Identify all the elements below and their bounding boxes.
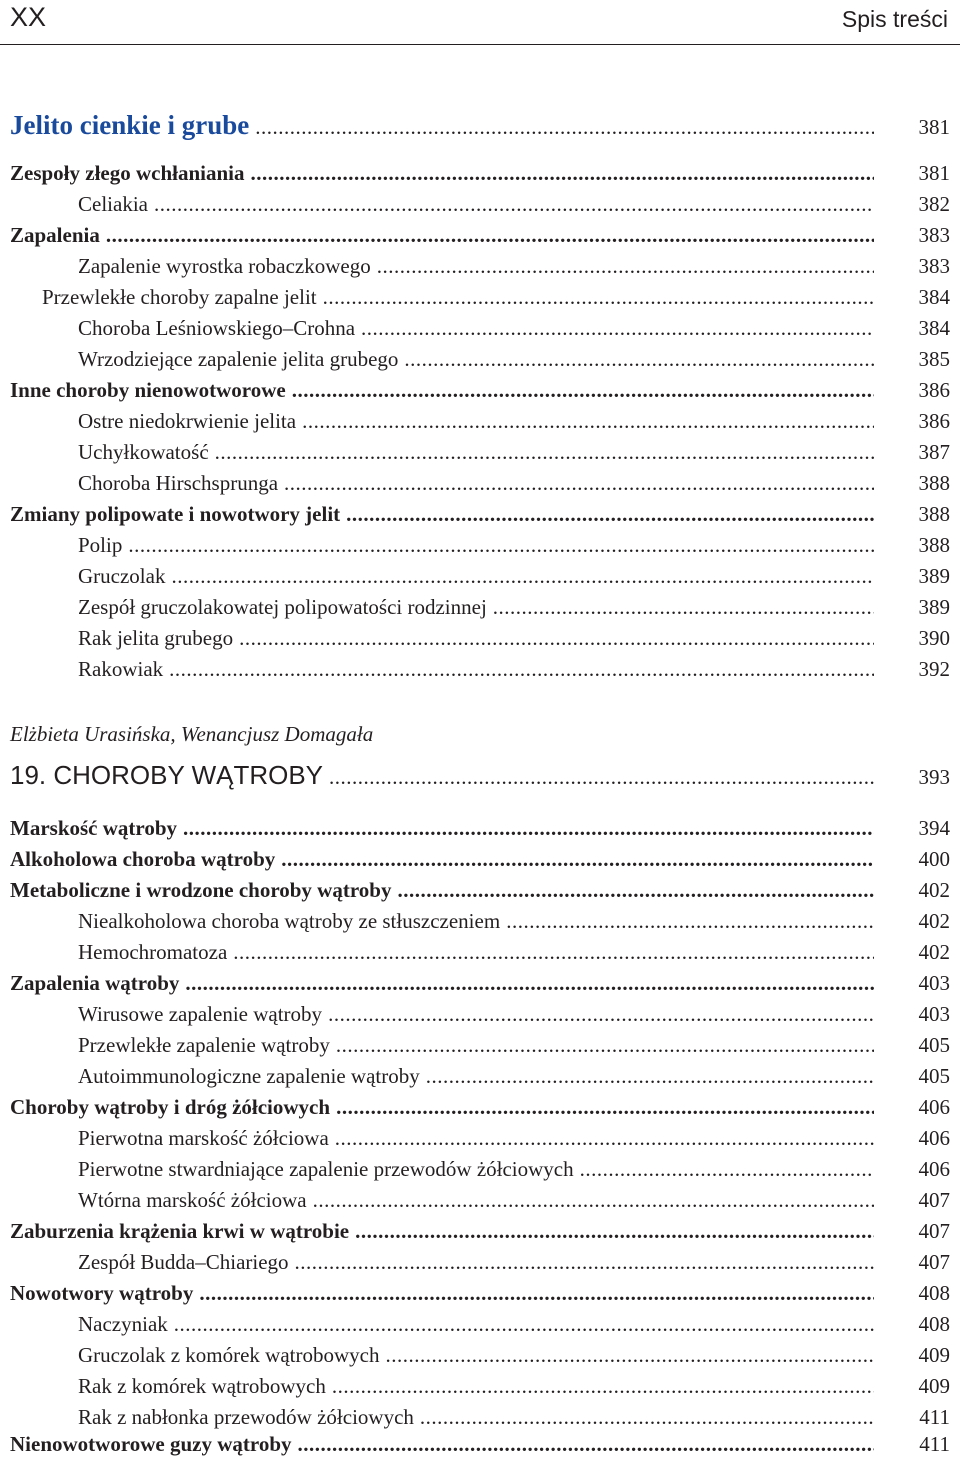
toc-entry[interactable] bbox=[10, 1371, 950, 1402]
toc-entry-page: 393 bbox=[918, 765, 950, 789]
dot-leader bbox=[171, 561, 874, 592]
toc-entry-page: 381 bbox=[918, 115, 950, 139]
toc-entry[interactable] bbox=[10, 220, 950, 251]
toc-entry-title: Choroba Hirschsprunga bbox=[78, 471, 279, 495]
toc-entry-title: Zapalenia bbox=[10, 223, 100, 247]
toc-entry[interactable] bbox=[10, 375, 950, 406]
toc-entry[interactable] bbox=[10, 1123, 950, 1154]
dot-leader bbox=[298, 1429, 874, 1460]
dot-leader bbox=[332, 1371, 874, 1402]
toc-entry-page: 388 bbox=[918, 533, 950, 557]
page-number-label: XX bbox=[10, 2, 47, 32]
toc-entry-page: 384 bbox=[918, 316, 950, 340]
toc-entry[interactable] bbox=[10, 875, 950, 906]
toc-entry-page: 402 bbox=[918, 878, 950, 902]
toc-entry-title: Inne choroby nienowotworowe bbox=[10, 378, 286, 402]
toc-entry[interactable] bbox=[10, 937, 950, 968]
toc-entry-page: 387 bbox=[918, 440, 950, 464]
dot-leader bbox=[335, 1123, 874, 1154]
dot-leader bbox=[355, 1216, 874, 1247]
toc-section-heading[interactable] bbox=[10, 110, 950, 141]
dot-leader bbox=[346, 499, 874, 530]
dot-leader bbox=[580, 1154, 874, 1185]
toc-entry-page: 388 bbox=[918, 471, 950, 495]
toc-entry[interactable] bbox=[10, 844, 950, 875]
toc-entry-title: Choroba Leśniowskiego–Crohna bbox=[78, 316, 356, 340]
toc-entry-title: Zaburzenia krążenia krwi w wątrobie bbox=[10, 1219, 350, 1243]
toc-entry[interactable] bbox=[10, 654, 950, 685]
toc-entry-page: 403 bbox=[918, 1002, 950, 1026]
toc-entry-page: 407 bbox=[918, 1250, 950, 1274]
toc-entry-title: Naczyniak bbox=[78, 1312, 168, 1336]
dot-leader bbox=[239, 623, 874, 654]
toc-entry-title: Zmiany polipowate i nowotwory jelit bbox=[10, 502, 341, 526]
toc-entry-page: 389 bbox=[918, 595, 950, 619]
dot-leader bbox=[404, 344, 874, 375]
dot-leader bbox=[183, 813, 874, 844]
toc-entry[interactable] bbox=[10, 1092, 950, 1123]
dot-leader bbox=[128, 530, 874, 561]
toc-entry[interactable] bbox=[10, 282, 950, 313]
toc-entry[interactable] bbox=[10, 1030, 950, 1061]
toc-entry-title: Gruczolak bbox=[78, 564, 166, 588]
toc-entry-title: Wtórna marskość żółciowa bbox=[78, 1188, 307, 1212]
toc-entry-page: 405 bbox=[918, 1064, 950, 1088]
toc-entry[interactable] bbox=[10, 499, 950, 530]
toc-entry[interactable] bbox=[10, 813, 950, 844]
toc-entry-page: 406 bbox=[918, 1157, 950, 1181]
dot-leader bbox=[169, 654, 874, 685]
dot-leader bbox=[292, 375, 874, 406]
toc-entry-page: 402 bbox=[918, 909, 950, 933]
dot-leader bbox=[154, 189, 874, 220]
toc-entry-title: Metaboliczne i wrodzone choroby wątroby bbox=[10, 878, 392, 902]
toc-entry[interactable] bbox=[10, 1185, 950, 1216]
toc-entry-page: 407 bbox=[918, 1219, 950, 1243]
chapter-authors: Elżbieta Urasińska, Wenancjusz Domagała bbox=[10, 722, 374, 746]
dot-leader bbox=[251, 158, 874, 189]
toc-entry-title: Przewlekłe zapalenie wątroby bbox=[78, 1033, 330, 1057]
toc-entry-title: Wrzodziejące zapalenie jelita grubego bbox=[78, 347, 399, 371]
dot-leader bbox=[328, 999, 874, 1030]
toc-entry-title: Gruczolak z komórek wątrobowych bbox=[78, 1343, 380, 1367]
toc-entry-page: 403 bbox=[918, 971, 950, 995]
toc-entry-title: Autoimmunologiczne zapalenie wątroby bbox=[78, 1064, 420, 1088]
dot-leader bbox=[174, 1309, 874, 1340]
toc-entry-title: Choroby wątroby i dróg żółciowych bbox=[10, 1095, 331, 1119]
toc-entry-page: 409 bbox=[918, 1374, 950, 1398]
toc-entry-page: 385 bbox=[918, 347, 950, 371]
dot-leader bbox=[313, 1185, 874, 1216]
dot-leader bbox=[506, 906, 874, 937]
dot-leader bbox=[295, 1247, 874, 1278]
toc-entry[interactable] bbox=[10, 561, 950, 592]
toc-entry-title: Rak z komórek wątrobowych bbox=[78, 1374, 326, 1398]
toc-entry-page: 382 bbox=[918, 192, 950, 216]
toc-entry[interactable] bbox=[10, 1154, 950, 1185]
toc-entry-title: Rak z nabłonka przewodów żółciowych bbox=[78, 1405, 414, 1429]
toc-entry-page: 384 bbox=[918, 285, 950, 309]
toc-entry-page: 411 bbox=[919, 1405, 950, 1429]
toc-entry-title: Nienowotworowe guzy wątroby bbox=[10, 1432, 292, 1456]
page-header bbox=[0, 0, 960, 45]
dot-leader bbox=[377, 251, 874, 282]
toc-entry-page: 405 bbox=[918, 1033, 950, 1057]
toc-entry-page: 386 bbox=[918, 378, 950, 402]
toc-entry-page: 392 bbox=[918, 657, 950, 681]
toc-entry-page: 406 bbox=[918, 1126, 950, 1150]
toc-entry-title: Niealkoholowa choroba wątroby ze stłuszczeniem bbox=[78, 909, 501, 933]
dot-leader bbox=[302, 406, 874, 437]
toc-entry-page: 409 bbox=[918, 1343, 950, 1367]
toc-entry[interactable] bbox=[10, 1309, 950, 1340]
dot-leader bbox=[255, 112, 874, 143]
toc-entry[interactable] bbox=[10, 313, 950, 344]
toc-entry-title: Pierwotna marskość żółciowa bbox=[78, 1126, 329, 1150]
toc-entry[interactable] bbox=[10, 999, 950, 1030]
toc-chapter-heading[interactable] bbox=[10, 760, 950, 791]
toc-entry[interactable] bbox=[10, 592, 950, 623]
dot-leader bbox=[336, 1030, 874, 1061]
toc-entry-page: 386 bbox=[918, 409, 950, 433]
dot-leader bbox=[493, 592, 874, 623]
toc-entry-page: 389 bbox=[918, 564, 950, 588]
toc-entry-title: Celiakia bbox=[78, 192, 148, 216]
dot-leader bbox=[199, 1278, 874, 1309]
toc-entry-page: 394 bbox=[918, 816, 950, 840]
dot-leader bbox=[426, 1061, 874, 1092]
dot-leader bbox=[397, 875, 874, 906]
toc-entry-page: 388 bbox=[918, 502, 950, 526]
toc-entry-title: Zespół Budda–Chiariego bbox=[78, 1250, 289, 1274]
dot-leader bbox=[323, 282, 874, 313]
dot-leader bbox=[361, 313, 874, 344]
toc-entry[interactable] bbox=[10, 623, 950, 654]
toc-entry-page: 407 bbox=[918, 1188, 950, 1212]
toc-entry-title: Pierwotne stwardniające zapalenie przewodów żółciowych bbox=[78, 1157, 574, 1181]
toc-entry-page: 406 bbox=[918, 1095, 950, 1119]
toc-entry-title: Uchyłkowatość bbox=[78, 440, 209, 464]
toc-entry-title: Zapalenia wątroby bbox=[10, 971, 180, 995]
toc-entry[interactable] bbox=[10, 1429, 950, 1460]
toc-entry-title: Hemochromatoza bbox=[78, 940, 228, 964]
toc-entry[interactable] bbox=[10, 344, 950, 375]
toc-entry-title: Zespoły złego wchłaniania bbox=[10, 161, 245, 185]
toc-entry[interactable] bbox=[10, 1278, 950, 1309]
toc-entry-title: Alkoholowa choroba wątroby bbox=[10, 847, 276, 871]
toc-entry-page: 408 bbox=[918, 1281, 950, 1305]
toc-entry-title: Rak jelita grubego bbox=[78, 626, 234, 650]
toc-entry-page: 383 bbox=[918, 254, 950, 278]
toc-entry[interactable] bbox=[10, 1061, 950, 1092]
toc-entry[interactable] bbox=[10, 406, 950, 437]
toc-entry-page: 383 bbox=[918, 223, 950, 247]
toc-entry[interactable] bbox=[10, 1216, 950, 1247]
toc-entry[interactable] bbox=[10, 437, 950, 468]
dot-leader bbox=[385, 1340, 874, 1371]
toc-entry[interactable] bbox=[10, 158, 950, 189]
dot-leader bbox=[329, 762, 874, 793]
toc-entry-title: 19. CHOROBY WĄTROBY bbox=[10, 760, 324, 790]
toc-entry-title: Jelito cienkie i grube bbox=[10, 110, 250, 140]
toc-entry[interactable] bbox=[10, 1340, 950, 1371]
toc-entry[interactable] bbox=[10, 968, 950, 999]
toc-entry[interactable] bbox=[10, 189, 950, 220]
toc-entry-title: Ostre niedokrwienie jelita bbox=[78, 409, 297, 433]
dot-leader bbox=[233, 937, 874, 968]
toc-entry-title: Zapalenie wyrostka robaczkowego bbox=[78, 254, 371, 278]
toc-entry-page: 400 bbox=[918, 847, 950, 871]
toc-entry-title: Wirusowe zapalenie wątroby bbox=[78, 1002, 323, 1026]
dot-leader bbox=[281, 844, 874, 875]
dot-leader bbox=[336, 1092, 874, 1123]
toc-entry-title: Marskość wątroby bbox=[10, 816, 178, 840]
toc-entry-title: Polip bbox=[78, 533, 123, 557]
toc-entry[interactable] bbox=[10, 468, 950, 499]
running-title: Spis treści bbox=[841, 6, 948, 32]
dot-leader bbox=[284, 468, 874, 499]
toc-entry-page: 408 bbox=[918, 1312, 950, 1336]
toc-entry-title: Przewlekłe choroby zapalne jelit bbox=[42, 285, 317, 309]
toc-entry[interactable] bbox=[10, 251, 950, 282]
toc-entry[interactable] bbox=[10, 906, 950, 937]
toc-entry-title: Nowotwory wątroby bbox=[10, 1281, 194, 1305]
toc-entry-title: Rakowiak bbox=[78, 657, 164, 681]
toc-entry[interactable] bbox=[10, 1247, 950, 1278]
toc-entry-page: 411 bbox=[919, 1432, 950, 1456]
toc-entry[interactable] bbox=[10, 530, 950, 561]
toc-entry-page: 402 bbox=[918, 940, 950, 964]
dot-leader bbox=[106, 220, 874, 251]
toc-entry-page: 390 bbox=[918, 626, 950, 650]
toc-entry-page: 381 bbox=[918, 161, 950, 185]
dot-leader bbox=[185, 968, 874, 999]
toc-entry-title: Zespół gruczolakowatej polipowatości rodzinnej bbox=[78, 595, 487, 619]
dot-leader bbox=[215, 437, 874, 468]
